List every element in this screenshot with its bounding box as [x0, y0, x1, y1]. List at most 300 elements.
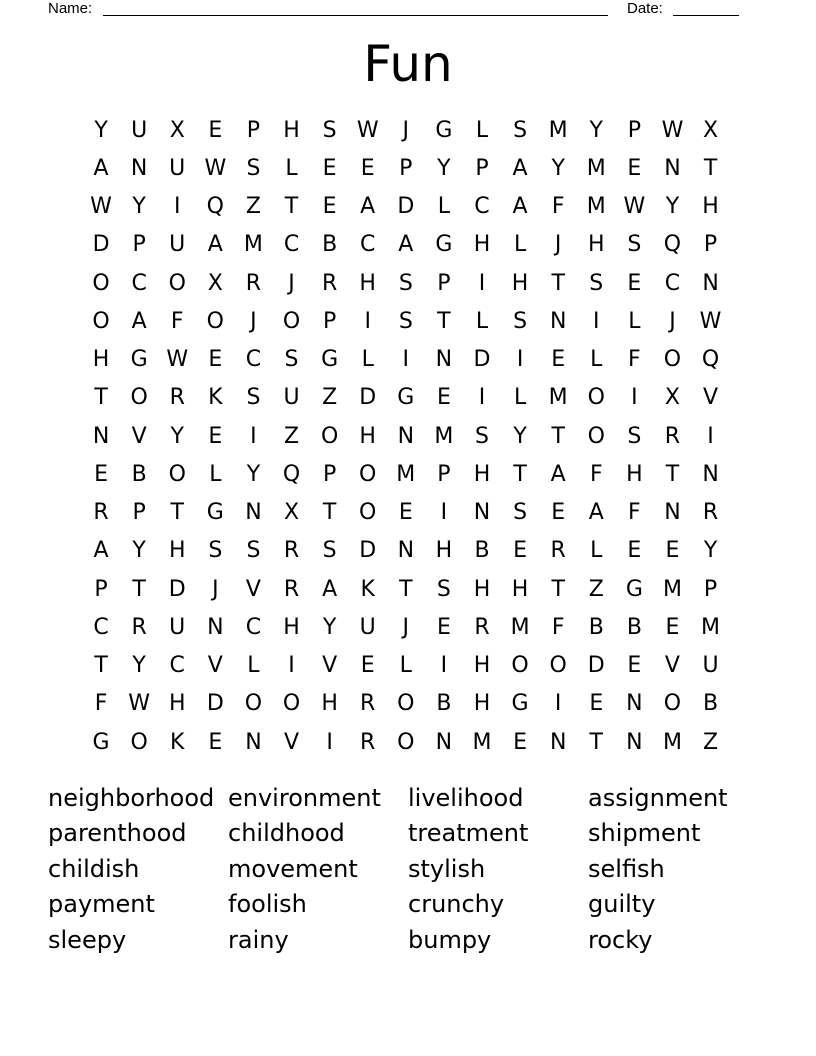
grid-letter[interactable]: X — [703, 117, 719, 143]
grid-letter[interactable]: X — [664, 385, 680, 411]
grid-letter[interactable]: N — [245, 500, 262, 526]
grid-letter[interactable]: O — [359, 500, 377, 526]
grid-letter[interactable]: S — [589, 270, 604, 296]
grid-letter[interactable]: Y — [513, 423, 527, 449]
grid-letter[interactable]: E — [360, 155, 375, 181]
grid-letter[interactable]: O — [168, 270, 186, 296]
grid-letter[interactable]: D — [92, 232, 110, 258]
grid-letter[interactable]: A — [207, 232, 223, 258]
grid-letter[interactable]: Q — [701, 347, 720, 373]
grid-letter[interactable]: B — [703, 691, 719, 717]
grid-letter[interactable]: P — [246, 117, 261, 143]
grid-letter[interactable]: C — [93, 614, 109, 640]
grid-letter[interactable]: F — [589, 461, 603, 487]
grid-letter[interactable]: Z — [245, 194, 261, 220]
grid-letter[interactable]: R — [283, 538, 300, 564]
grid-letter[interactable]: M — [586, 194, 606, 220]
grid-letter[interactable]: N — [435, 347, 453, 373]
grid-letter[interactable]: T — [437, 308, 451, 334]
grid-letter[interactable]: C — [245, 614, 262, 640]
grid-letter[interactable]: N — [207, 614, 224, 640]
grid-letter[interactable]: E — [436, 385, 451, 411]
grid-letter[interactable]: O — [397, 691, 415, 717]
grid-letter[interactable]: S — [398, 308, 413, 334]
grid-letter[interactable]: R — [664, 423, 681, 449]
grid-letter[interactable]: H — [587, 232, 605, 258]
grid-letter[interactable]: L — [437, 194, 451, 220]
grid-letter[interactable]: B — [436, 691, 452, 717]
grid-letter[interactable]: W — [90, 194, 112, 220]
grid-letter[interactable]: L — [475, 308, 489, 334]
grid-letter[interactable]: H — [626, 461, 643, 487]
grid-letter[interactable]: Y — [703, 538, 718, 564]
grid-letter[interactable]: I — [631, 385, 638, 411]
grid-letter[interactable]: O — [359, 461, 377, 487]
grid-letter[interactable]: H — [92, 347, 110, 373]
grid-letter[interactable]: F — [628, 500, 641, 526]
grid-letter[interactable]: V — [322, 653, 338, 679]
grid-letter[interactable]: V — [283, 729, 300, 755]
grid-letter[interactable]: W — [699, 308, 722, 334]
grid-letter[interactable]: H — [321, 691, 338, 717]
grid-letter[interactable]: H — [473, 653, 491, 679]
grid-letter[interactable]: Z — [283, 423, 300, 449]
grid-letter[interactable]: H — [359, 423, 376, 449]
grid-letter[interactable]: C — [474, 194, 490, 220]
grid-letter[interactable]: O — [511, 653, 529, 679]
grid-letter[interactable]: T — [551, 423, 565, 449]
grid-letter[interactable]: N — [473, 500, 491, 526]
grid-letter[interactable]: W — [204, 155, 227, 181]
grid-letter[interactable]: I — [478, 270, 486, 296]
grid-letter[interactable]: P — [703, 576, 718, 602]
grid-letter[interactable]: X — [283, 500, 300, 526]
grid-letter[interactable]: P — [703, 232, 718, 258]
word-list-item: shipment — [588, 819, 701, 848]
grid-row — [82, 302, 730, 340]
grid-letter[interactable]: T — [589, 729, 603, 755]
grid-letter[interactable]: Y — [132, 194, 146, 220]
grid-letter[interactable]: Y — [437, 155, 451, 181]
grid-letter[interactable]: N — [549, 308, 567, 334]
grid-letter[interactable]: L — [209, 461, 222, 487]
grid-letter[interactable]: G — [206, 500, 224, 526]
grid-letter[interactable]: M — [662, 576, 682, 602]
grid-letter[interactable]: E — [94, 461, 108, 487]
grid-letter[interactable]: P — [437, 461, 451, 487]
grid-letter[interactable]: P — [132, 500, 146, 526]
grid-letter[interactable]: D — [587, 653, 605, 679]
grid-letter[interactable]: A — [131, 308, 147, 334]
grid-letter[interactable]: K — [170, 729, 185, 755]
grid-letter[interactable]: M — [548, 117, 568, 143]
grid-letter[interactable]: E — [398, 500, 413, 526]
grid-letter[interactable]: U — [131, 117, 148, 143]
grid-letter[interactable]: L — [475, 117, 489, 143]
grid-letter[interactable]: T — [551, 576, 565, 602]
grid-letter[interactable]: V — [207, 653, 223, 679]
grid-letter[interactable]: M — [548, 385, 568, 411]
grid-letter[interactable]: S — [322, 117, 337, 143]
grid-letter[interactable]: O — [663, 347, 682, 373]
grid-letter[interactable]: E — [627, 653, 642, 679]
grid-letter[interactable]: S — [398, 270, 413, 296]
grid-letter[interactable]: O — [587, 423, 605, 449]
grid-letter[interactable]: E — [551, 347, 566, 373]
grid-letter[interactable]: E — [551, 500, 566, 526]
grid-letter[interactable]: O — [168, 461, 186, 487]
grid-letter[interactable]: N — [626, 729, 643, 755]
grid-letter[interactable]: G — [92, 729, 110, 755]
grid-letter[interactable]: W — [166, 347, 189, 373]
grid-letter[interactable]: N — [435, 729, 453, 755]
grid-letter[interactable]: U — [702, 653, 719, 679]
grid-letter[interactable]: S — [475, 423, 489, 449]
grid-letter[interactable]: Y — [665, 194, 680, 220]
grid-letter[interactable]: T — [665, 461, 680, 487]
grid-letter[interactable]: C — [169, 653, 185, 679]
grid-letter[interactable]: X — [169, 117, 185, 143]
grid-letter[interactable]: I — [440, 653, 448, 679]
grid-letter[interactable]: Y — [322, 614, 337, 640]
date-field[interactable] — [673, 15, 739, 16]
grid-letter[interactable]: M — [510, 614, 530, 640]
grid-letter[interactable]: O — [282, 691, 301, 717]
grid-letter[interactable]: O — [320, 423, 339, 449]
grid-letter[interactable]: E — [513, 538, 528, 564]
grid-letter[interactable]: T — [284, 194, 299, 220]
grid-letter[interactable]: A — [322, 576, 338, 602]
grid-letter[interactable]: L — [590, 538, 603, 564]
grid-letter[interactable]: H — [435, 538, 453, 564]
word-row — [48, 816, 768, 852]
grid-letter[interactable]: V — [664, 653, 680, 679]
grid-letter[interactable]: U — [283, 385, 300, 411]
grid-letter[interactable]: P — [399, 155, 413, 181]
grid-letter[interactable]: O — [130, 385, 148, 411]
grid-letter[interactable]: F — [551, 194, 565, 220]
grid-letter[interactable]: K — [360, 576, 375, 602]
grid-letter[interactable]: L — [399, 653, 412, 679]
grid-letter[interactable]: W — [661, 117, 684, 143]
grid-letter[interactable]: O — [663, 691, 682, 717]
grid-letter[interactable]: G — [625, 576, 643, 602]
grid-letter[interactable]: Y — [551, 155, 565, 181]
grid-letter[interactable]: A — [588, 500, 604, 526]
grid-letter[interactable]: G — [435, 117, 453, 143]
grid-letter[interactable]: O — [130, 729, 148, 755]
grid-letter[interactable]: T — [513, 461, 527, 487]
grid-letter[interactable]: A — [398, 232, 414, 258]
grid-letter[interactable]: R — [360, 691, 376, 717]
grid-letter[interactable]: U — [359, 614, 376, 640]
grid-letter[interactable]: N — [664, 500, 681, 526]
grid-letter[interactable]: S — [246, 538, 261, 564]
grid-letter[interactable]: S — [208, 538, 223, 564]
grid-letter[interactable]: S — [322, 538, 337, 564]
grid-letter[interactable]: J — [288, 270, 295, 296]
grid-letter[interactable]: S — [627, 423, 642, 449]
grid-letter[interactable]: E — [208, 117, 223, 143]
grid-letter[interactable]: V — [245, 576, 261, 602]
grid-letter[interactable]: I — [402, 347, 410, 373]
grid-letter[interactable]: M — [701, 614, 721, 640]
grid-letter[interactable]: G — [130, 347, 148, 373]
grid-letter[interactable]: H — [702, 194, 719, 220]
grid-letter[interactable]: N — [130, 155, 148, 181]
grid-row — [82, 379, 730, 417]
grid-letter[interactable]: E — [627, 538, 642, 564]
grid-letter[interactable]: O — [92, 270, 110, 296]
grid-letter[interactable]: S — [513, 117, 528, 143]
grid-letter[interactable]: O — [587, 385, 605, 411]
grid-letter[interactable]: I — [173, 194, 181, 220]
grid-letter[interactable]: O — [397, 729, 415, 755]
grid-letter[interactable]: C — [245, 347, 262, 373]
grid-letter[interactable]: P — [94, 576, 108, 602]
grid-letter[interactable]: R — [245, 270, 262, 296]
grid-letter[interactable]: E — [513, 729, 528, 755]
grid-letter[interactable]: N — [549, 729, 567, 755]
grid-letter[interactable]: Z — [588, 576, 604, 602]
grid-letter[interactable]: H — [283, 117, 300, 143]
grid-letter[interactable]: R — [550, 538, 566, 564]
grid-letter[interactable]: E — [627, 155, 642, 181]
grid-letter[interactable]: F — [628, 347, 641, 373]
grid-letter[interactable]: B — [588, 614, 604, 640]
grid-letter[interactable]: T — [170, 500, 184, 526]
grid-letter[interactable]: B — [322, 232, 338, 258]
grid-letter[interactable]: Y — [170, 423, 184, 449]
grid-row — [82, 264, 730, 302]
grid-letter[interactable]: S — [513, 500, 528, 526]
grid-letter[interactable]: P — [322, 461, 337, 487]
grid-letter[interactable]: N — [664, 155, 681, 181]
grid-letter[interactable]: I — [554, 691, 562, 717]
grid-letter[interactable]: T — [94, 385, 108, 411]
grid-letter[interactable]: U — [169, 232, 186, 258]
grid-letter[interactable]: P — [132, 232, 146, 258]
grid-letter[interactable]: L — [513, 232, 527, 258]
grid-letter[interactable]: H — [168, 538, 186, 564]
grid-letter[interactable]: A — [93, 155, 109, 181]
grid-letter[interactable]: M — [662, 729, 682, 755]
grid-letter[interactable]: H — [473, 232, 491, 258]
grid-letter[interactable]: S — [246, 155, 261, 181]
grid-letter[interactable]: C — [131, 270, 147, 296]
grid-letter[interactable]: T — [94, 653, 108, 679]
grid-letter[interactable]: E — [665, 614, 680, 640]
grid-letter[interactable]: I — [707, 423, 714, 449]
grid-letter[interactable]: H — [168, 691, 186, 717]
grid-letter[interactable]: Q — [282, 461, 301, 487]
grid-letter[interactable]: F — [551, 614, 565, 640]
grid-letter[interactable]: O — [206, 308, 224, 334]
grid-letter[interactable]: S — [627, 232, 642, 258]
grid-letter[interactable]: O — [92, 308, 110, 334]
grid-letter[interactable]: P — [627, 117, 641, 143]
grid-letter[interactable]: R — [131, 614, 147, 640]
grid-letter[interactable]: N — [92, 423, 110, 449]
grid-letter[interactable]: R — [93, 500, 109, 526]
grid-letter[interactable]: F — [94, 691, 108, 717]
grid-letter[interactable]: S — [246, 385, 261, 411]
grid-letter[interactable]: W — [356, 117, 379, 143]
grid-letter[interactable]: N — [397, 538, 415, 564]
grid-letter[interactable]: N — [397, 423, 415, 449]
grid-letter[interactable]: Y — [589, 117, 603, 143]
grid-row — [82, 417, 730, 455]
grid-letter[interactable]: T — [132, 576, 146, 602]
grid-letter[interactable]: L — [247, 653, 260, 679]
grid-letter[interactable]: R — [360, 729, 376, 755]
grid-letter[interactable]: G — [511, 691, 529, 717]
grid-letter[interactable]: H — [473, 576, 491, 602]
grid-letter[interactable]: E — [360, 653, 375, 679]
grid-letter[interactable]: N — [702, 270, 719, 296]
grid-letter[interactable]: Q — [663, 232, 682, 258]
grid-letter[interactable]: E — [436, 614, 451, 640]
grid-letter[interactable]: L — [628, 308, 641, 334]
grid-letter[interactable]: K — [208, 385, 223, 411]
grid-letter[interactable]: J — [554, 232, 562, 258]
grid-letter[interactable]: R — [169, 385, 185, 411]
grid-letter[interactable]: R — [702, 500, 719, 526]
grid-letter[interactable]: E — [322, 194, 337, 220]
grid-letter[interactable]: T — [551, 270, 565, 296]
grid-letter[interactable]: E — [208, 729, 223, 755]
grid-letter[interactable]: C — [360, 232, 376, 258]
grid-letter[interactable]: A — [512, 194, 528, 220]
grid-letter[interactable]: D — [397, 194, 415, 220]
grid-letter[interactable]: E — [322, 155, 337, 181]
grid-letter[interactable]: R — [321, 270, 338, 296]
grid-letter[interactable]: C — [283, 232, 300, 258]
grid-letter[interactable]: E — [665, 538, 680, 564]
grid-letter[interactable]: W — [623, 194, 646, 220]
grid-letter[interactable]: H — [359, 270, 376, 296]
grid-letter[interactable]: F — [170, 308, 184, 334]
grid-letter[interactable]: J — [250, 308, 257, 334]
grid-letter[interactable]: H — [473, 691, 491, 717]
grid-letter[interactable]: D — [206, 691, 224, 717]
grid-letter[interactable]: G — [321, 347, 339, 373]
grid-letter[interactable]: J — [402, 614, 410, 640]
grid-letter[interactable]: H — [473, 461, 491, 487]
grid-letter[interactable]: D — [359, 385, 377, 411]
grid-letter[interactable]: N — [626, 691, 643, 717]
grid-letter[interactable]: Y — [132, 653, 146, 679]
grid-letter[interactable]: Y — [132, 538, 146, 564]
grid-letter[interactable]: Z — [322, 385, 338, 411]
grid-letter[interactable]: U — [169, 614, 186, 640]
grid-letter[interactable]: O — [282, 308, 301, 334]
grid-letter[interactable]: P — [322, 308, 337, 334]
grid-letter[interactable]: X — [207, 270, 223, 296]
grid-letter[interactable]: I — [250, 423, 257, 449]
grid-letter[interactable]: O — [244, 691, 263, 717]
grid-letter[interactable]: O — [549, 653, 567, 679]
grid-letter[interactable]: L — [285, 155, 298, 181]
grid-letter[interactable]: I — [288, 653, 295, 679]
grid-letter[interactable]: I — [478, 385, 486, 411]
grid-letter[interactable]: M — [396, 461, 416, 487]
grid-letter[interactable]: Y — [94, 117, 108, 143]
grid-letter[interactable]: I — [440, 500, 448, 526]
grid-letter[interactable]: V — [703, 385, 719, 411]
grid-letter[interactable]: Y — [246, 461, 261, 487]
grid-letter[interactable]: T — [703, 155, 718, 181]
grid-letter[interactable]: U — [169, 155, 186, 181]
grid-letter[interactable]: L — [361, 347, 374, 373]
grid-letter[interactable]: P — [475, 155, 489, 181]
grid-letter[interactable]: R — [283, 576, 300, 602]
grid-letter[interactable]: J — [402, 117, 410, 143]
grid-letter[interactable]: I — [516, 347, 524, 373]
grid-letter[interactable]: H — [511, 576, 529, 602]
grid-letter[interactable]: A — [93, 538, 109, 564]
grid-letter[interactable]: D — [473, 347, 491, 373]
grid-letter[interactable]: G — [397, 385, 415, 411]
word-list-item: treatment — [408, 819, 529, 848]
grid-letter[interactable]: T — [322, 500, 337, 526]
grid-letter[interactable]: M — [472, 729, 492, 755]
grid-letter[interactable]: R — [474, 614, 490, 640]
grid-letter[interactable]: Q — [206, 194, 224, 220]
grid-letter[interactable]: N — [702, 461, 719, 487]
grid-letter[interactable]: M — [586, 155, 606, 181]
grid-letter[interactable]: V — [131, 423, 147, 449]
grid-letter[interactable]: L — [513, 385, 527, 411]
grid-letter[interactable]: I — [326, 729, 333, 755]
grid-letter[interactable]: D — [359, 538, 377, 564]
grid-letter[interactable]: S — [436, 576, 451, 602]
grid-letter[interactable]: J — [212, 576, 219, 602]
grid-letter[interactable]: E — [589, 691, 604, 717]
grid-letter[interactable]: H — [283, 614, 300, 640]
grid-letter[interactable]: L — [590, 347, 603, 373]
grid-letter[interactable]: E — [627, 270, 642, 296]
grid-letter[interactable]: G — [435, 232, 453, 258]
grid-letter[interactable]: N — [245, 729, 262, 755]
grid-letter[interactable]: I — [593, 308, 600, 334]
grid-letter[interactable]: T — [399, 576, 413, 602]
grid-letter[interactable]: M — [243, 232, 263, 258]
grid-letter[interactable]: J — [669, 308, 676, 334]
grid-letter[interactable]: D — [168, 576, 186, 602]
grid-letter[interactable]: B — [626, 614, 642, 640]
word-list-item: crunchy — [408, 890, 505, 919]
grid-letter[interactable]: E — [208, 423, 223, 449]
grid-letter[interactable]: S — [284, 347, 299, 373]
name-field[interactable] — [103, 15, 608, 16]
grid-letter[interactable]: S — [513, 308, 528, 334]
grid-letter[interactable]: P — [437, 270, 451, 296]
grid-letter[interactable]: Z — [703, 729, 719, 755]
grid-letter[interactable]: B — [474, 538, 490, 564]
grid-letter[interactable]: H — [511, 270, 529, 296]
grid-row — [82, 341, 730, 379]
grid-letter[interactable]: A — [360, 194, 376, 220]
grid-letter[interactable]: A — [512, 155, 528, 181]
grid-letter[interactable]: W — [128, 691, 151, 717]
grid-letter[interactable]: E — [208, 347, 223, 373]
grid-letter[interactable]: A — [550, 461, 566, 487]
grid-letter[interactable]: I — [364, 308, 371, 334]
grid-letter[interactable]: B — [131, 461, 147, 487]
grid-letter[interactable]: C — [664, 270, 681, 296]
grid-letter[interactable]: M — [434, 423, 454, 449]
